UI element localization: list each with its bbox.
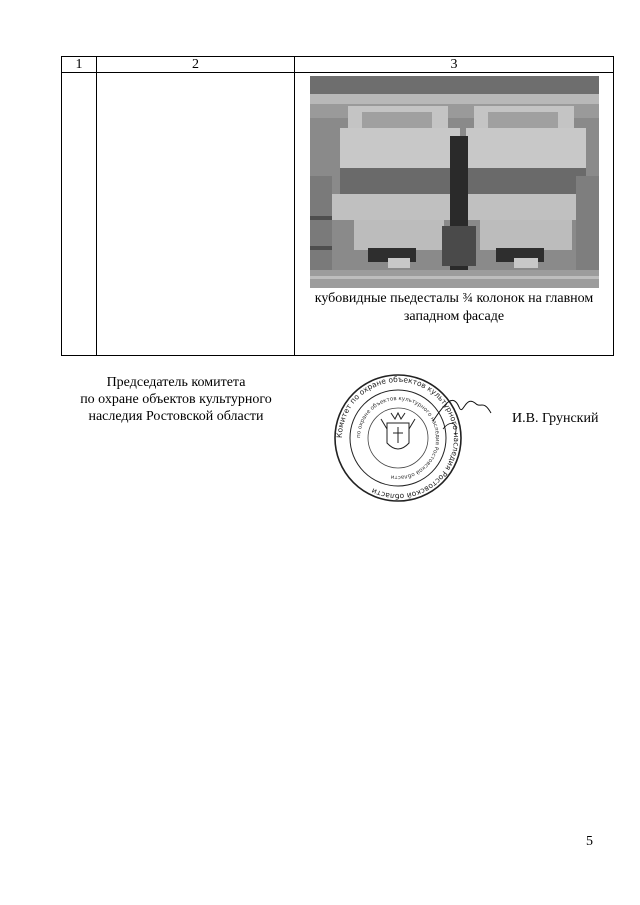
- content-table: [61, 56, 614, 356]
- table-cell-photo: [295, 73, 614, 356]
- signatory-name: И.В. Грунский: [512, 411, 599, 426]
- table-cell-description: [97, 73, 295, 356]
- page-number: 5: [586, 834, 593, 849]
- seal-outer-text: Комитет по охране объектов культурного наследия Ростовской области: [334, 374, 462, 502]
- table-header-row: [62, 57, 614, 73]
- photo-caption: кубовидные пьедесталы ¾ колонок на главном западном фасаде: [314, 291, 594, 324]
- signatory-title-line: Председатель комитета: [106, 375, 246, 390]
- table-row: [62, 73, 614, 356]
- table-cell-number: [62, 73, 97, 356]
- table-header-1: 1: [62, 57, 97, 73]
- coat-of-arms-icon: [381, 413, 415, 449]
- signatory-title-line: наследия Ростовской области: [88, 409, 264, 424]
- signatory-title-line: по охране объектов культурного: [80, 392, 272, 407]
- signatory-title: [56, 374, 296, 425]
- official-seal-with-signature: [325, 373, 501, 503]
- table-header-3: 3: [295, 57, 614, 73]
- table-header-2: 2: [97, 57, 295, 73]
- pedestal-photo: [310, 76, 599, 288]
- seal-inner-text: по охране объектов культурного наследия Ростовской области: [355, 395, 441, 481]
